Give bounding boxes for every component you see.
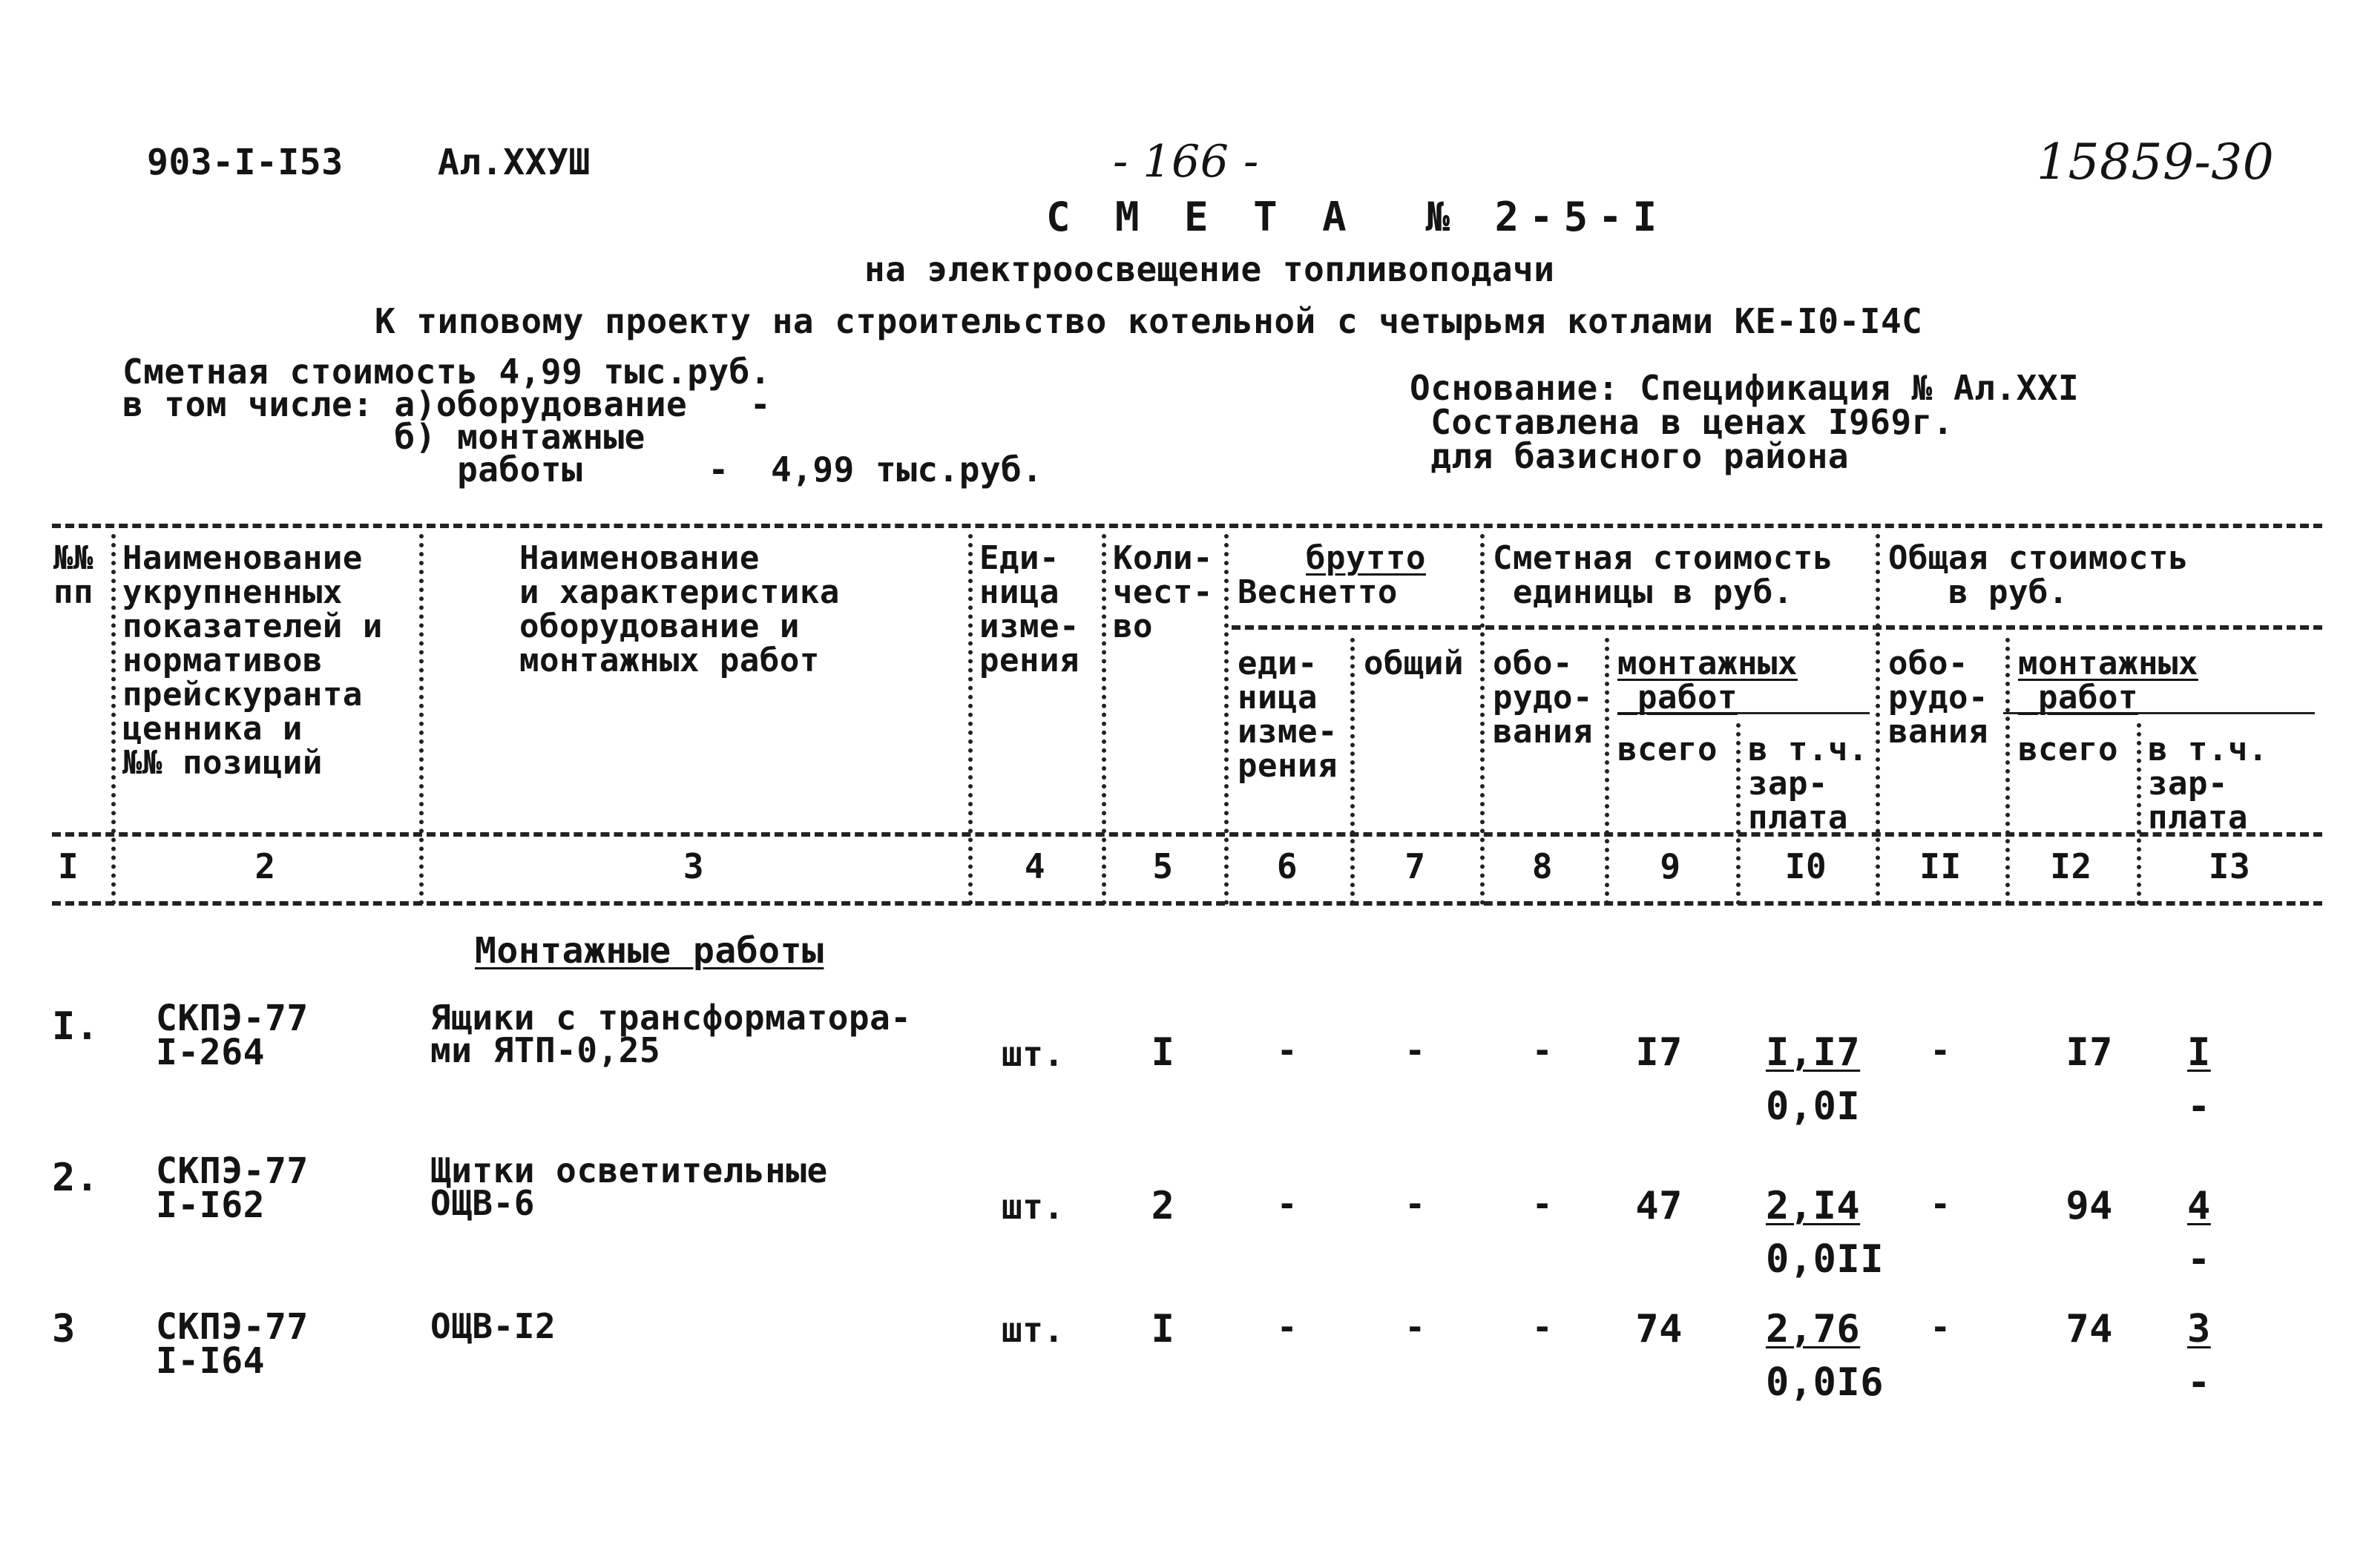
row-gen-total: 94: [2066, 1184, 2113, 1228]
row-mont-wage: 2,I4: [1766, 1184, 1861, 1228]
row-mont-wage-sub: 0,0II: [1766, 1237, 1884, 1282]
row-code: СКПЭ-77 I-I62: [156, 1150, 309, 1226]
row-gen-total: 74: [2066, 1307, 2113, 1351]
row-code: СКПЭ-77 I-264: [156, 998, 309, 1073]
document-number: 15859-30: [2037, 134, 2275, 191]
header-col1: №№ пп: [53, 539, 93, 611]
row-gen-wage-sub: -: [2187, 1237, 2211, 1282]
row-name: Щитки осветительные ОЩВ-6: [430, 1150, 828, 1223]
header-net-weight: Веснетто: [1238, 573, 1398, 611]
row-unit: шт.: [1002, 1034, 1065, 1074]
row-weight-total: -: [1404, 1184, 1426, 1224]
row-code: СКПЭ-77 I-I64: [156, 1306, 309, 1382]
album-number: Ал.XXУШ: [438, 142, 591, 183]
row-mont-total: I7: [1635, 1030, 1683, 1075]
row-gen-total: I7: [2066, 1030, 2113, 1075]
table-top-rule: [52, 524, 2322, 528]
row-mont-wage-sub: 0,0I: [1766, 1084, 1861, 1129]
project-code: 903-I-I53: [147, 142, 344, 183]
row-qty: I: [1151, 1307, 1175, 1351]
row-unit: шт.: [1002, 1187, 1065, 1227]
page-number: - 166 -: [1113, 136, 1259, 188]
row-name: ОЩВ-I2: [430, 1306, 556, 1346]
col-number-8: 8: [1531, 846, 1554, 886]
row-gen-wage-sub: -: [2187, 1084, 2211, 1129]
col-number-2: 2: [254, 846, 276, 886]
header-col2: Наименование укрупненных показателей и нормативов прейскуранта ценника и №№ позиций: [122, 539, 383, 782]
header-col9: всего: [1617, 731, 1718, 768]
col-number-3: 3: [683, 846, 705, 886]
row-mont-wage-sub: 0,0I6: [1766, 1360, 1884, 1405]
row-gen-wage-sub: -: [2187, 1360, 2211, 1405]
header-col3: Наименование и характеристика оборудование и монтажных работ: [519, 539, 840, 679]
row-eq-total: -: [1930, 1184, 1951, 1224]
header-col11: обо- рудо- вания: [1888, 645, 1988, 751]
header-col8: обо- рудо- вания: [1493, 645, 1593, 751]
header-col7: общий: [1364, 645, 1464, 682]
header-col6: еди- ница изме- рения: [1238, 645, 1338, 785]
row-weight-unit: -: [1276, 1307, 1298, 1347]
header-gross-weight: брутто: [1306, 539, 1426, 577]
cost-equipment: в том числе: а)оборудование -: [122, 384, 772, 424]
basis-specification: Основание: Спецификация № Ал.XXI: [1410, 368, 2080, 408]
row-number: 3: [52, 1307, 76, 1351]
row-gen-wage: 3: [2187, 1307, 2211, 1351]
basis-prices: Составлена в ценах I969г.: [1410, 402, 1954, 442]
header-total-mont-works: монтажных работ: [2018, 645, 2198, 717]
col-number-rule: [52, 901, 2322, 906]
section-title: Монтажные работы: [475, 930, 824, 972]
row-weight-unit: -: [1276, 1030, 1298, 1070]
row-number: 2.: [52, 1156, 99, 1200]
row-mont-wage: I,I7: [1766, 1030, 1861, 1075]
estimate-project-line: К типовому проекту на строительство котельной с четырьмя котлами КЕ-I0-I4С: [375, 301, 1923, 341]
row-eq-total: -: [1930, 1307, 1951, 1347]
row-gen-wage: 4: [2187, 1184, 2211, 1228]
col-number-6: 6: [1276, 846, 1298, 886]
weight-cost-subheader-rule: [1232, 625, 2322, 630]
col-number-4: 4: [1024, 846, 1046, 886]
row-eq-unit-cost: -: [1531, 1030, 1554, 1070]
basis-region: для базисного района: [1410, 436, 1850, 476]
cost-installation-value: работы - 4,99 тыс.руб.: [122, 449, 1043, 490]
header-unit-cost: Сметная стоимость единицы в руб.: [1493, 539, 1833, 611]
row-qty: I: [1151, 1030, 1175, 1075]
header-col10: в т.ч. зар- плата: [1748, 731, 1868, 837]
col-number-12: I2: [2050, 846, 2092, 886]
col-number-1: I: [58, 846, 79, 886]
header-bottom-rule: [52, 832, 2322, 837]
col-number-10: I0: [1784, 846, 1827, 886]
row-number: I.: [52, 1004, 99, 1049]
row-eq-total: -: [1930, 1030, 1951, 1070]
cost-installation-label: б) монтажные: [122, 417, 645, 457]
header-col13: в т.ч. зар- плата: [2148, 731, 2268, 837]
header-col5: Коли- чест- во: [1113, 539, 1213, 645]
row-mont-total: 74: [1635, 1307, 1683, 1351]
row-eq-unit-cost: -: [1531, 1307, 1554, 1347]
row-mont-wage: 2,76: [1766, 1307, 1861, 1351]
row-weight-total: -: [1404, 1307, 1426, 1347]
col-number-9: 9: [1660, 846, 1681, 886]
header-col12: всего: [2018, 731, 2118, 768]
row-weight-total: -: [1404, 1030, 1426, 1070]
row-unit: шт.: [1002, 1310, 1065, 1350]
row-qty: 2: [1151, 1184, 1175, 1228]
row-eq-unit-cost: -: [1531, 1184, 1554, 1224]
header-total-cost: Общая стоимость в руб.: [1888, 539, 2189, 611]
col-number-11: II: [1919, 846, 1962, 886]
row-gen-wage: I: [2187, 1030, 2211, 1075]
col-number-5: 5: [1152, 846, 1174, 886]
row-mont-total: 47: [1635, 1184, 1683, 1228]
header-col4: Еди- ница изме- рения: [979, 539, 1080, 679]
row-name: Ящики с трансформатора- ми ЯТП-0,25: [430, 998, 912, 1070]
col-number-13: I3: [2208, 846, 2251, 886]
header-unit-mont-works: монтажных работ: [1617, 645, 1798, 717]
estimate-subtitle: на электроосвещение топливоподачи: [864, 249, 1555, 289]
cost-total: Сметная стоимость 4,99 тыс.руб.: [122, 352, 772, 392]
col-number-7: 7: [1404, 846, 1426, 886]
row-weight-unit: -: [1276, 1184, 1298, 1224]
estimate-title: С М Е Т А № 2-5-I: [1046, 194, 1668, 240]
